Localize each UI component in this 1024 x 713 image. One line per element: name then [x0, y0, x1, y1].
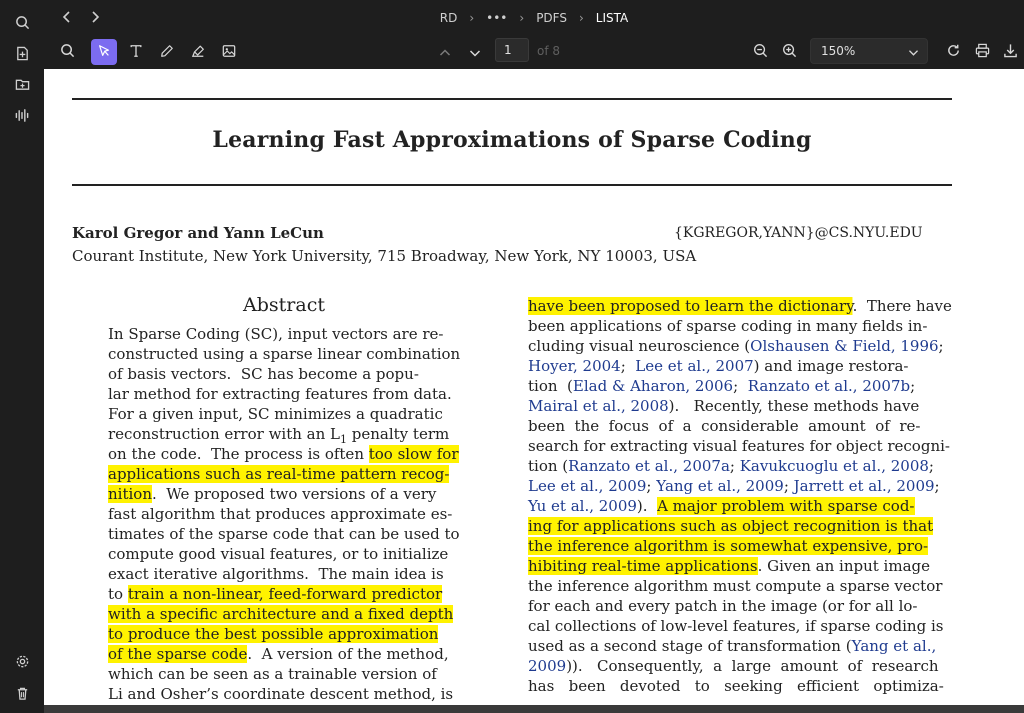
search-icon	[60, 43, 75, 62]
folder-icon[interactable]	[12, 74, 32, 94]
text-line	[108, 564, 460, 584]
text-line	[108, 524, 460, 544]
highlighted-text: to produce the best possible approximation	[108, 625, 439, 643]
text-span: )). Consequently, a large amount of research	[566, 657, 939, 675]
text-span: of basis vectors. SC has become a popu-	[108, 365, 419, 383]
citation-link[interactable]: Ranzato et al., 2007a	[568, 457, 730, 475]
highlighted-text: have been proposed to learn the dictionary	[528, 297, 853, 315]
intro-body	[528, 296, 952, 696]
citation-link[interactable]: Kavukcuoglu et al., 2008	[739, 457, 929, 475]
text-line	[528, 356, 952, 376]
text-span: penalty term	[347, 425, 450, 443]
text-span: for each and every patch in the image (or for all lo-	[528, 597, 918, 615]
text-span: ;	[646, 477, 657, 495]
text-span: reconstruction error with an L	[108, 425, 340, 443]
text-line	[528, 456, 952, 476]
text-line	[108, 644, 460, 664]
text-span: which can be seen as a trainable version of	[108, 665, 437, 683]
audio-waveform-icon[interactable]	[12, 105, 32, 125]
image-tool-button[interactable]	[216, 39, 242, 65]
chevron-right-icon: ›	[469, 10, 475, 25]
text-line	[108, 684, 460, 704]
text-span: ;	[620, 357, 636, 375]
text-line	[108, 424, 460, 444]
breadcrumb-item-more[interactable]: •••	[486, 10, 508, 25]
select-cursor-icon	[97, 43, 111, 62]
breadcrumb-item-current: LISTA	[595, 10, 629, 25]
highlighted-text: the inference algorithm is somewhat expensive, pro-	[528, 537, 929, 555]
text-line	[108, 384, 460, 404]
text-span: In Sparse Coding (SC), input vectors are re-	[108, 325, 444, 343]
next-page-button[interactable]	[462, 39, 488, 65]
text-span: tion (	[528, 377, 573, 395]
text-span: cluding visual neuroscience (	[528, 337, 751, 355]
citation-link[interactable]: Lee et al., 2007	[635, 357, 754, 375]
text-line	[528, 296, 950, 316]
text-line	[108, 484, 460, 504]
pdf-toolbar	[44, 35, 1024, 69]
highlighted-text: of the sparse code	[108, 645, 248, 663]
text-tool-icon	[129, 43, 143, 62]
text-span: For a given input, SC minimizes a quadratic	[108, 405, 443, 423]
search-tool-button[interactable]	[54, 39, 80, 65]
trash-icon[interactable]	[12, 683, 32, 703]
text-line	[528, 556, 952, 576]
text-span: ;	[733, 377, 748, 395]
image-icon	[222, 43, 236, 62]
previous-page-button[interactable]	[432, 39, 458, 65]
text-span: exact iterative algorithms. The main idea is	[108, 565, 444, 583]
text-span: ;	[729, 457, 740, 475]
text-span: been applications of sparse coding in many fields in-	[528, 317, 928, 335]
text-span: on the code. The process is often	[108, 445, 369, 463]
text-span: ) and image restora-	[753, 357, 909, 375]
text-line	[108, 584, 460, 604]
highlighted-text: applications such as real-time pattern recog-	[108, 465, 450, 483]
text-line	[108, 664, 460, 684]
paper-title: Learning Fast Approximations of Sparse Coding	[212, 127, 812, 153]
text-span: ;	[938, 337, 944, 355]
new-file-icon[interactable]	[12, 43, 32, 63]
text-line	[108, 444, 460, 464]
citation-link[interactable]: Yang et al., 2009	[656, 477, 784, 495]
text-span: . We proposed two versions of a very	[151, 485, 437, 503]
text-line	[108, 464, 460, 484]
highlighted-text: nition	[108, 485, 152, 503]
paper-authors: Karol Gregor and Yann LeCun	[72, 224, 324, 242]
pencil-icon	[160, 43, 174, 62]
text-span: fast algorithm that produces approximate es-	[108, 505, 453, 523]
settings-icon[interactable]	[12, 651, 32, 671]
text-line	[528, 636, 952, 656]
text-line	[528, 376, 952, 396]
title-bar	[44, 0, 1024, 35]
subscript: 1	[340, 433, 347, 446]
text-line	[528, 676, 952, 696]
text-line	[528, 656, 952, 676]
page-number-input[interactable]: 1	[495, 38, 529, 62]
text-line	[108, 364, 460, 384]
citation-link[interactable]: Mairal et al., 2008	[528, 397, 669, 415]
text-span: ;	[783, 477, 794, 495]
text-line	[108, 504, 460, 524]
text-span: been the focus of a considerable amount of re-	[528, 417, 921, 435]
citation-link[interactable]: 2009	[528, 657, 567, 675]
highlighted-text: hibiting real-time applications	[528, 557, 758, 575]
text-line	[528, 516, 952, 536]
text-span: has been devoted to seeking efficient optimiza-	[528, 677, 944, 695]
zoom-level-value: 150%	[821, 44, 856, 58]
text-line	[528, 336, 952, 356]
text-span: . A version of the method,	[247, 645, 449, 663]
citation-link[interactable]: Olshausen & Field, 1996	[750, 337, 939, 355]
text-line	[108, 604, 460, 624]
highlighter-icon	[191, 43, 206, 62]
zoom-out-button[interactable]	[747, 39, 773, 65]
text-span: tion (	[528, 457, 569, 475]
text-line	[108, 624, 460, 644]
text-span: cal collections of low-level features, if sparse coding is	[528, 617, 944, 635]
text-span: used as a second stage of transformation (	[528, 637, 852, 655]
highlight-tool-button[interactable]	[185, 39, 211, 65]
citation-link[interactable]: Lee et al., 2009	[528, 477, 647, 495]
citation-link[interactable]: Elad & Aharon, 2006	[572, 377, 734, 395]
zoom-in-button[interactable]	[776, 39, 802, 65]
text-span: constructed using a sparse linear combination	[108, 345, 461, 363]
breadcrumb-item-rd[interactable]: RD	[439, 10, 458, 25]
text-line	[528, 616, 952, 636]
text-line	[108, 404, 460, 424]
search-icon[interactable]	[12, 12, 32, 32]
highlighted-text: A major problem with sparse cod-	[657, 497, 915, 515]
text-span: search for extracting visual features for object recogni-	[528, 437, 950, 455]
text-span: to	[108, 585, 128, 603]
highlighted-text: train a non-linear, feed-forward predictor	[127, 585, 443, 603]
citation-link[interactable]: Yang et al.,	[851, 637, 937, 655]
draw-tool-button[interactable]	[154, 39, 180, 65]
text-span: timates of the sparse code that can be used to	[108, 525, 460, 543]
text-line	[528, 396, 952, 416]
text-line	[528, 576, 952, 596]
text-line	[528, 436, 952, 456]
chevron-up-icon	[439, 43, 451, 62]
abstract-body	[108, 324, 460, 704]
breadcrumb-item-pdfs[interactable]: PDFS	[536, 10, 567, 25]
refresh-icon	[946, 43, 961, 62]
text-line	[108, 324, 460, 344]
text-span: . Given an input image	[757, 557, 931, 575]
text-line	[528, 416, 952, 436]
zoom-select[interactable]	[810, 38, 928, 64]
title-top-rule	[72, 98, 952, 100]
text-line	[528, 496, 952, 516]
text-line	[528, 596, 952, 616]
citation-link[interactable]: Yu et al., 2009	[528, 497, 637, 515]
pdf-page	[44, 69, 1024, 705]
abstract-heading: Abstract	[243, 294, 325, 316]
text-span: Li and Osher’s coordinate descent method, is	[108, 685, 454, 703]
text-span: ;	[928, 457, 934, 475]
chevron-right-icon: ›	[519, 10, 525, 25]
citation-link[interactable]: Jarrett et al., 2009	[793, 477, 935, 495]
text-line	[108, 544, 460, 564]
print-button[interactable]	[969, 39, 995, 65]
breadcrumb	[44, 0, 1024, 35]
chevron-down-icon	[908, 46, 919, 60]
zoom-out-icon	[753, 43, 768, 62]
chevron-right-icon: ›	[578, 10, 584, 25]
select-tool-button[interactable]	[91, 39, 117, 65]
text-line	[528, 476, 952, 496]
download-icon	[1003, 43, 1018, 62]
text-line	[528, 316, 952, 336]
highlighted-text: too slow for	[368, 445, 459, 463]
page-total-label: of 8	[537, 44, 561, 58]
chevron-down-icon	[469, 43, 481, 62]
highlighted-text: ing for applications such as object recognition is that	[528, 517, 934, 535]
text-span: compute good visual features, or to initialize	[108, 545, 449, 563]
title-bottom-rule	[72, 184, 952, 186]
download-button[interactable]	[997, 39, 1023, 65]
left-sidebar	[0, 0, 45, 713]
text-line	[528, 536, 952, 556]
horizontal-scrollbar[interactable]	[44, 705, 1024, 713]
author-affiliation: Courant Institute, New York University, 715 Broadway, New York, NY 10003, USA	[72, 247, 697, 265]
rotate-button[interactable]	[940, 39, 966, 65]
citation-link[interactable]: Hoyer, 2004	[528, 357, 621, 375]
printer-icon	[975, 43, 990, 62]
highlighted-text: with a specific architecture and a fixed depth	[108, 605, 454, 623]
zoom-in-icon	[782, 43, 797, 62]
text-span: the inference algorithm must compute a sparse vector	[528, 577, 943, 595]
text-span: ;	[934, 477, 940, 495]
text-span: ).	[636, 497, 658, 515]
citation-link[interactable]: Ranzato et al., 2007b	[747, 377, 911, 395]
text-line	[108, 344, 459, 364]
text-span: lar method for extracting features from data.	[108, 385, 452, 403]
author-email: {KGREGOR,YANN}@CS.NYU.EDU	[674, 225, 923, 241]
text-span: ;	[910, 377, 916, 395]
text-span: . There have	[852, 297, 952, 315]
text-tool-button[interactable]	[123, 39, 149, 65]
text-span: ). Recently, these methods have	[668, 397, 920, 415]
